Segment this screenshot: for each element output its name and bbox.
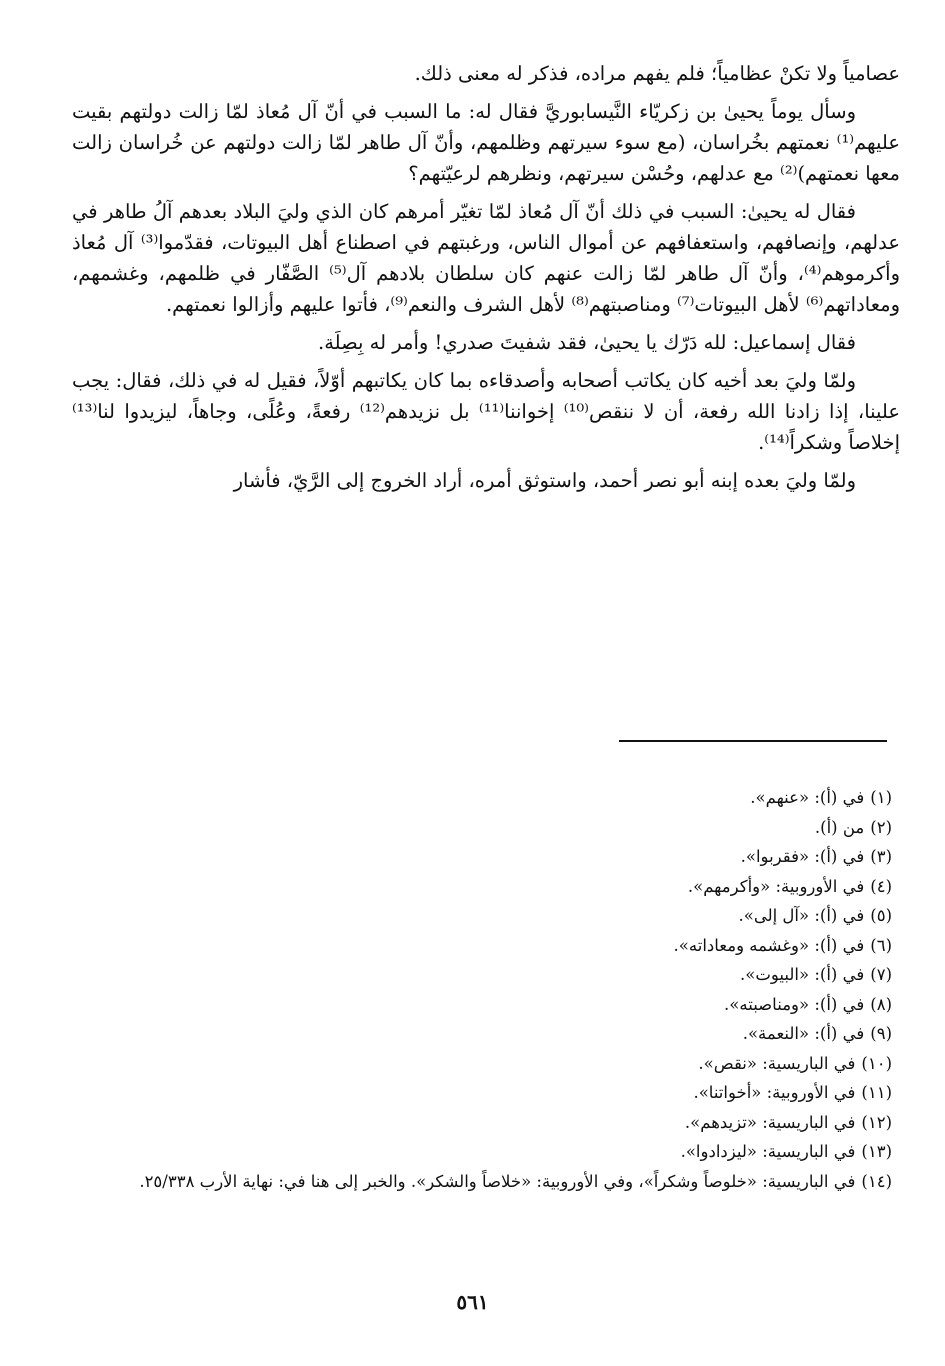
footnote-number: (٢): [870, 817, 892, 837]
footnote-number: (٧): [870, 965, 892, 984]
footnote-text: في (أ): «عنهم».: [750, 788, 865, 807]
footnote: [72, 872, 892, 902]
footnote-text: في الباريسية: «نقص».: [698, 1053, 856, 1073]
footnote: [72, 1167, 892, 1197]
footnote-number: (١٠): [861, 1053, 892, 1073]
footnote-text: في الباريسية: «تزيدهم».: [684, 1112, 856, 1132]
footnote-divider: [619, 740, 887, 742]
page-number: ٥٦١: [456, 1290, 489, 1314]
footnote: [72, 783, 892, 813]
footnote: [72, 901, 892, 931]
paragraph: ولمّا وليَ بعده إبنه أبو نصر أحمد، واستوثق أمره، أراد الخروج إلى الرَّيّ، فأشار: [233, 469, 856, 492]
footnote-text: في الباريسية: «ليزدادوا».: [680, 1142, 856, 1161]
footnote-number: (٤): [870, 876, 892, 896]
paragraph: ولمّا وليَ بعد أخيه كان يكاتب أصحابه وأصدقاءه بما كان يكاتبهم أوّلاً، فقيل له في ذلك، فقال: يجب علينا، إذا زادنا الله رفعة، أن لا ننقص⁽¹⁰⁾ إخواننا⁽¹¹⁾ بل نزيدهم⁽¹²⁾ رفعةً، وعُلًى، وجاهاً، ليزيدوا لنا⁽¹³⁾ إخلاصاً وشكراً⁽¹⁴⁾.: [72, 369, 900, 454]
footnote-text: في (أ): «وغشمه ومعاداته».: [673, 935, 865, 955]
footnote-text: في الأوروبية: «وأكرمهم».: [687, 876, 865, 896]
footnote: [72, 813, 892, 843]
paragraph: فقال إسماعيل: لله دَرّك يا يحيىٰ، فقد شفيتَ صدري! وأمر له بِصِلَة.: [318, 331, 856, 354]
footnote-text: في (أ): «البيوت».: [740, 965, 865, 984]
footnote: [72, 842, 892, 872]
footnote-text: في (أ): «فقربوا».: [740, 847, 865, 866]
footnote-number: (١): [870, 788, 892, 807]
footnote-text: في (أ): «ومناصبته».: [724, 994, 865, 1014]
footnote-number: (٣): [870, 847, 892, 866]
footnote: [72, 1137, 892, 1167]
footnote: [72, 960, 892, 990]
footnote-text: في الباريسية: «خلوصاً وشكراً»، وفي الأوروبية: «خلاصاً والشكر». والخبر إلى هنا في: نهاية الأرب ٢٥/٣٣٨.: [139, 1171, 856, 1191]
footnote-text: من (أ).: [814, 817, 865, 837]
footnote-number: (٩): [870, 1024, 892, 1043]
paragraph: وسأل يوماً يحيىٰ بن زكريّاء النَّيسابوريَّ فقال له: ما السبب في أنّ آل مُعاذ لمّا زالت دولتهم بقيت عليهم⁽¹⁾ نعمتهم بخُراسان، (مع سوء سيرتهم وظلمهم، وأنّ آل طاهر لمّا زالت دولتهم عن خُراسان زالت معها نعمتهم)⁽²⁾ مع عدلهم، وحُسْن سيرتهم، ونظرهم لرعيّتهم؟: [72, 100, 900, 185]
footnote-text: في الأوروبية: «أخواتنا».: [693, 1083, 856, 1102]
footnote-text: في (أ): «النعمة».: [742, 1024, 865, 1043]
main-text: [72, 58, 900, 503]
footnote: [72, 990, 892, 1020]
paragraph: فقال له يحيىٰ: السبب في ذلك أنّ آل مُعاذ لمّا تغيّر أمرهم كان الذي وليَ البلاد بعدهم آلُ طاهر في عدلهم، وإنصافهم، واستعفافهم عن أموال الناس، ورغبتهم في اصطناع أهل البيوتات، فقدّموا⁽³⁾ آل مُعاذ وأكرموهم⁽⁴⁾، وأنّ آل طاهر لمّا زالت عنهم كان سلطان بلادهم آل⁽⁵⁾ الصَّفّار في ظلمهم، وغشمهم، ومعاداتهم⁽⁶⁾ لأهل البيوتات⁽⁷⁾ ومناصبتهم⁽⁸⁾ لأهل الشرف والنعم⁽⁹⁾، فأتوا عليهم وأزالوا نعمتهم.: [72, 200, 901, 316]
footnote: [72, 1019, 892, 1049]
footnote: [72, 1078, 892, 1108]
footnote-number: (١٤): [861, 1171, 892, 1191]
footnote-number: (١٢): [861, 1112, 892, 1132]
footnote: [72, 1049, 892, 1079]
footnote: [72, 931, 892, 961]
footnote-number: (١١): [861, 1083, 892, 1102]
footnote-number: (١٣): [861, 1142, 892, 1161]
footnote-text: في (أ): «آل إلى».: [738, 906, 865, 925]
paragraph: عصامياً ولا تكنْ عظامياً؛ فلم يفهم مراده، فذكر له معنى ذلك.: [414, 62, 900, 85]
footnote: [72, 1108, 892, 1138]
footnote-number: (٨): [870, 994, 892, 1014]
footnotes: [72, 783, 892, 1196]
footnote-number: (٦): [870, 935, 892, 955]
footnote-number: (٥): [870, 906, 892, 925]
